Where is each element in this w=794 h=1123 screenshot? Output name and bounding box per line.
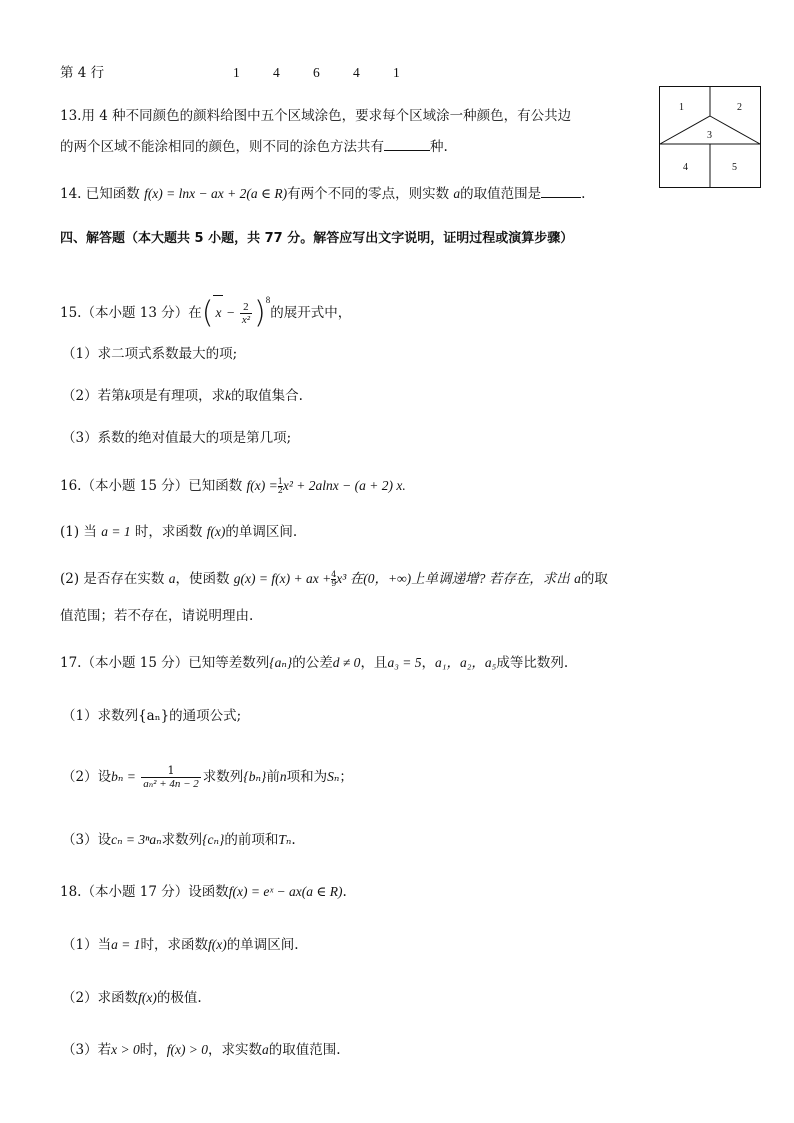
q14-function: f(x) = lnx − ax + 2(a ∈ R) (144, 186, 288, 201)
region-label: 4 (683, 162, 688, 173)
q17-part1: （1）求数列{aₙ}的通项公式; (62, 708, 242, 724)
q13-line2: 的两个区域不能涂相同的颜色，则不同的涂色方法共有 种. (60, 139, 448, 155)
answer-blank (541, 185, 581, 198)
q17-part3: （3）设cₙ = 3ⁿaₙ求数列{cₙ}的前项和Tₙ. (62, 832, 296, 848)
q15-part3: （3）系数的绝对值最大的项是第几项; (62, 430, 292, 446)
region-label: 3 (707, 130, 712, 141)
region-label: 1 (679, 102, 684, 113)
pascal-row-4 (60, 63, 420, 83)
bn-fraction: $\frac{1}{\text{aₙ² + 4n − 2}}$ (143, 764, 199, 790)
q18-part3: （3）若x > 0时，f(x) > 0，求实数a的取值范围. (62, 1042, 341, 1058)
q14: 14. 已知函数 f(x) = lnx − ax + 2(a ∈ R)有两个不同的零点，则实数 a的取值范围是 . (60, 186, 586, 202)
q18-part2: （2）求函数f(x)的极值. (62, 990, 202, 1006)
row-value: 4 (273, 65, 280, 80)
q18-part1: （1）当a = 1时，求函数f(x)的单调区间. (62, 937, 299, 953)
row-value: 1 (233, 65, 240, 80)
q16-part2-cont: 值范围；若不存在，请说明理由. (60, 608, 254, 624)
answer-blank (384, 138, 430, 151)
q17: 17.（本小题 15 分）已知等差数列{aₙ}的公差d ≠ 0，且a₃ = 5，a₁，a₂，a₅成等比数列. (60, 655, 569, 671)
row-value: 1 (393, 65, 400, 80)
q15-part2: （2）若第k项是有理项，求k的取值集合. (62, 388, 303, 404)
q16-part2: (2) 是否存在实数 a，使函数 g(x) = f(x) + ax + $\frac{4}{9}$ x³ 在(0，+∞)上单调递增? 若存在，求出 a的取 (60, 570, 608, 588)
region-label: 2 (737, 102, 742, 113)
q13-line1: 13.用 4 种不同颜色的颜料给图中五个区域涂色，要求每个区域涂一种颜色，有公共边 (60, 108, 572, 124)
row-label: 第 4 行 (60, 65, 105, 81)
coloring-region-figure (659, 86, 761, 188)
q16: 16.（本小题 15 分）已知函数 f(x) = $\frac{1}{2}$ x² + 2alnx − (a + 2) x. (60, 477, 406, 495)
q17-part2: （2）设bₙ = $\frac{1}{\text{aₙ² + 4n − 2}}$ 求数列{bₙ}前n项和为Sₙ； (62, 764, 353, 790)
row-value: 4 (353, 65, 360, 80)
region-label: 5 (732, 162, 737, 173)
binomial-expression: x − $\frac{2}{\text{x²}}$ (213, 305, 254, 320)
q16-part1: (1) 当 a = 1 时，求函数 f(x)的单调区间. (60, 524, 298, 540)
q15-part1: （1）求二项式系数最大的项; (62, 346, 238, 362)
q15: 15.（本小题 13 分）在( x − $\frac{2}{\text{x²}}$ )$^8$的展开式中， (60, 295, 352, 331)
section-heading: 四、解答题（本大题共 5 小题，共 77 分。解答应写出文字说明，证明过程或演算步骤） (60, 231, 574, 246)
row-value: 6 (313, 65, 320, 80)
q18: 18.（本小题 17 分）设函数f(x) = eˣ − ax(a ∈ R). (60, 884, 347, 900)
